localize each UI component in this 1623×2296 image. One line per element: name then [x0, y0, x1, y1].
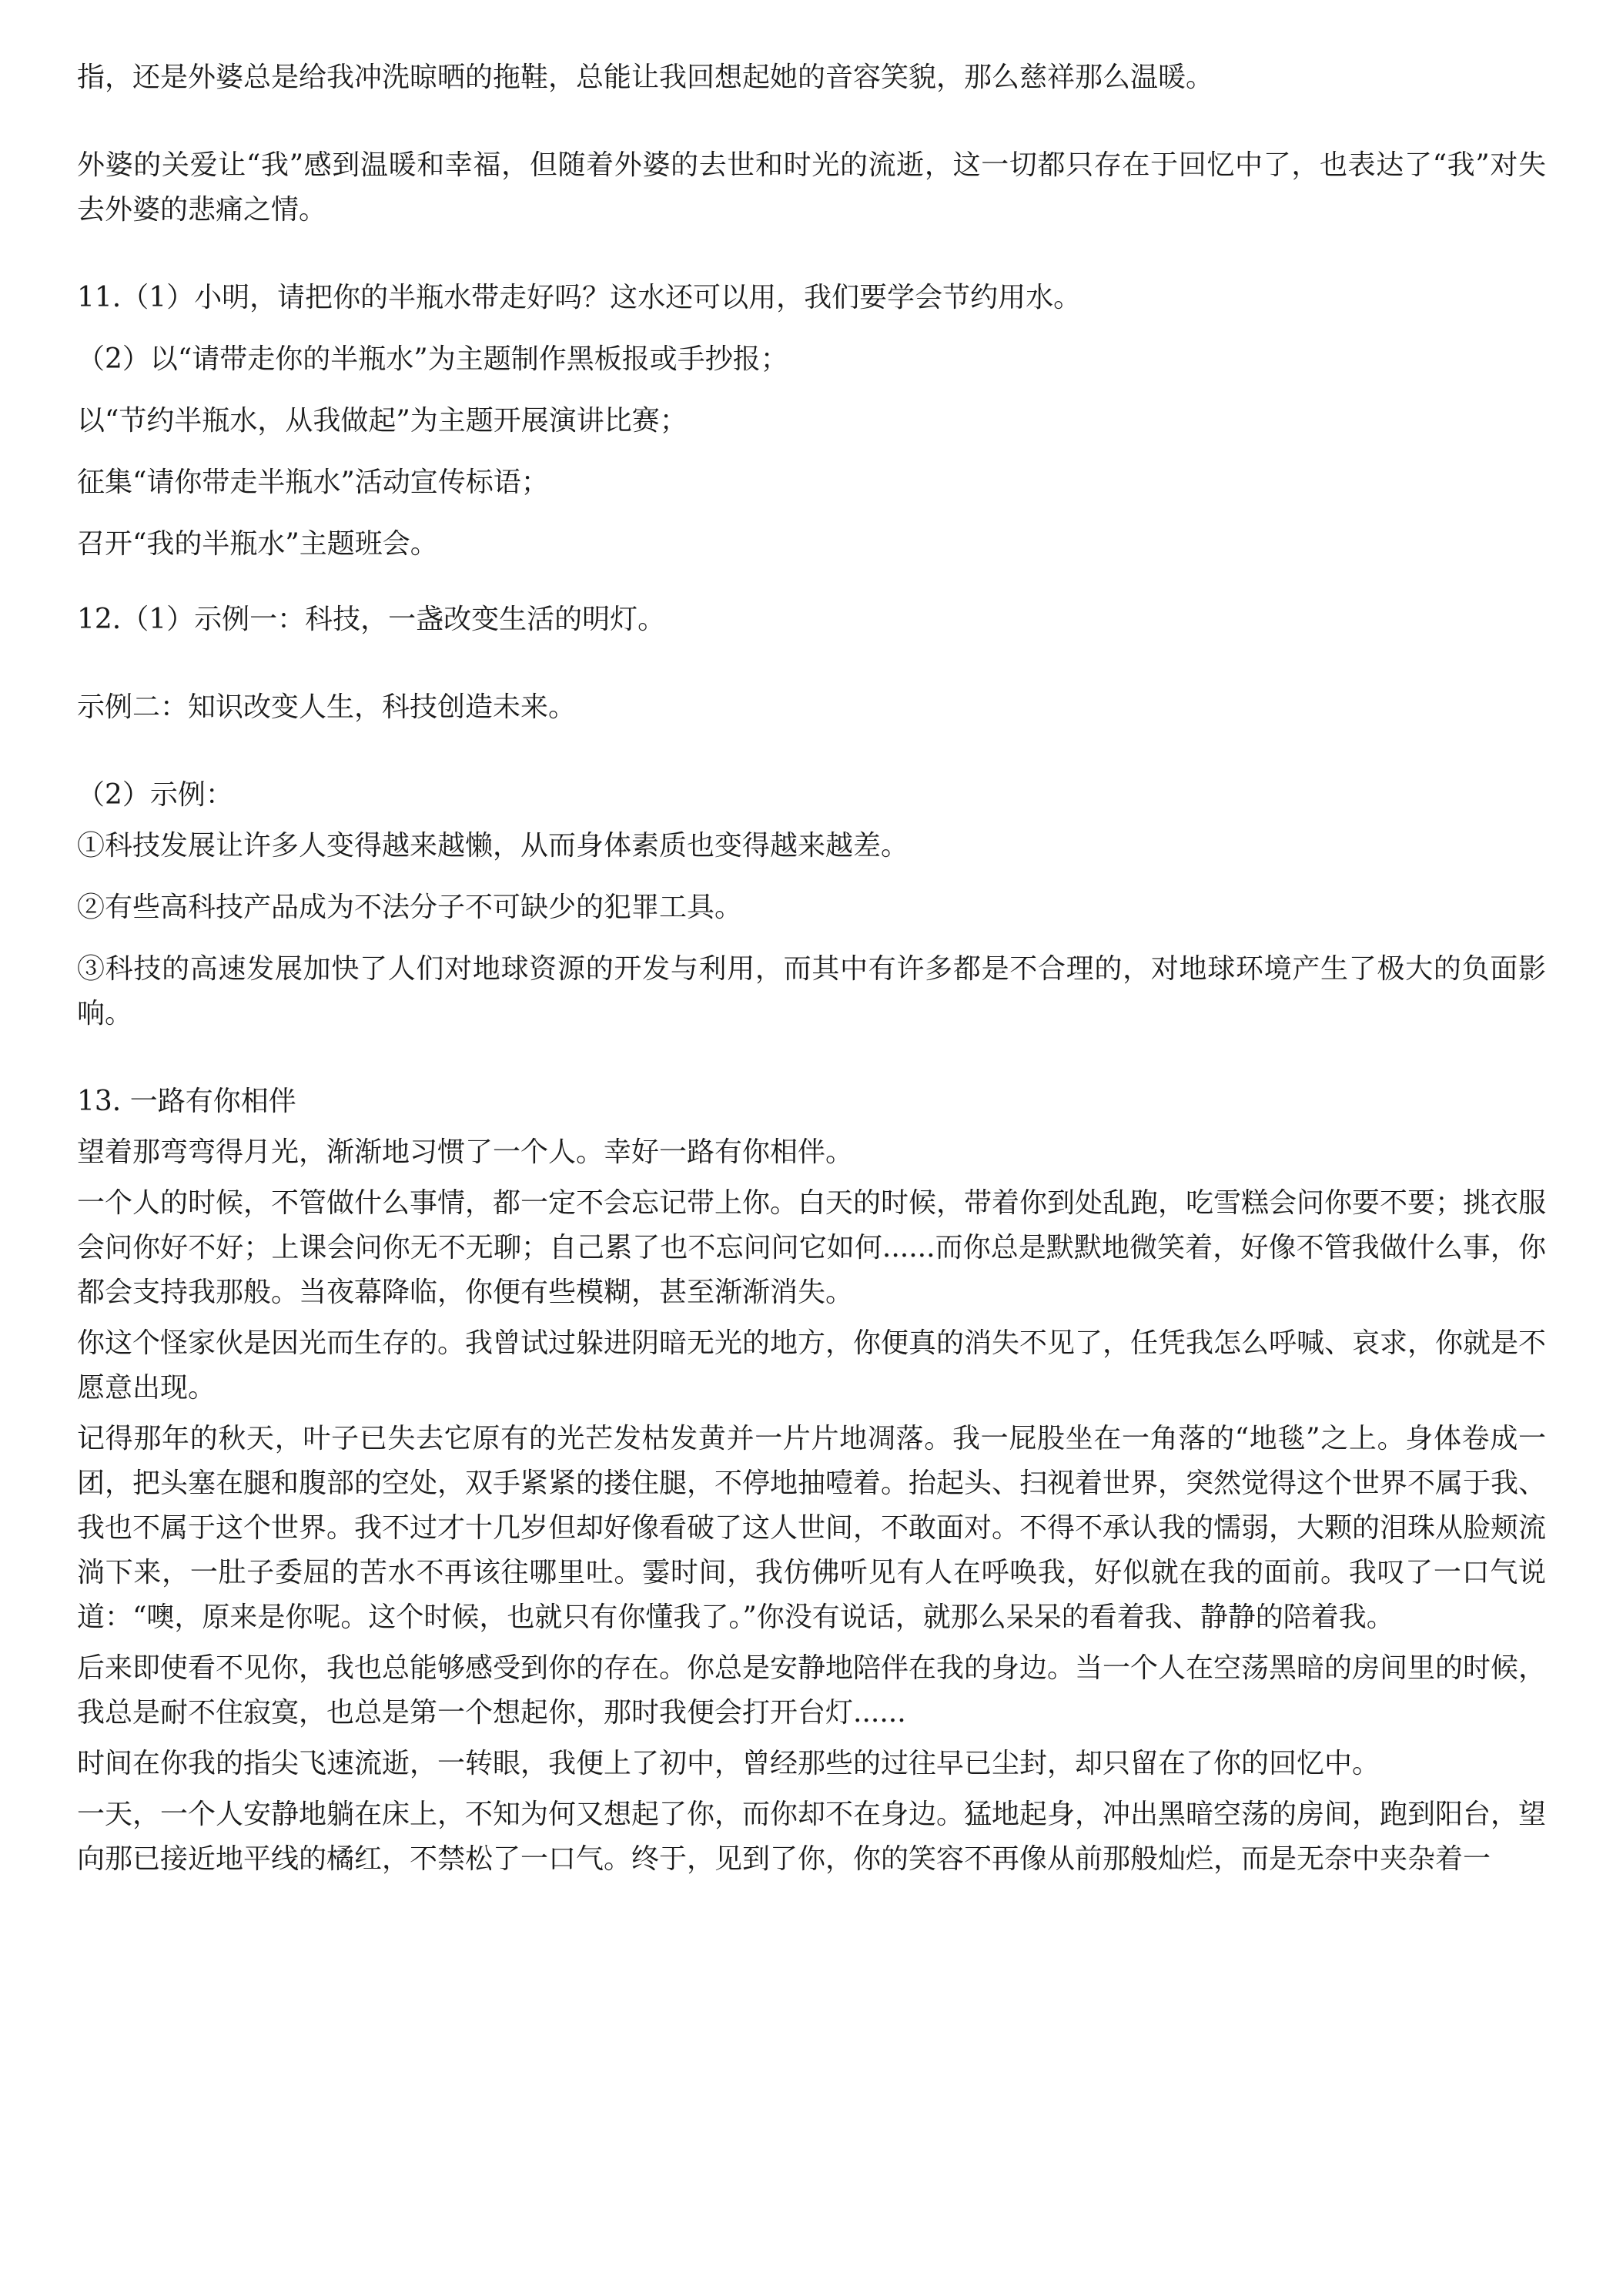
answer-12-example-2: 示例二：知识改变人生，科技创造未来。	[77, 691, 577, 723]
essay-paragraph: 后来即使看不见你，我也总能够感受到你的存在。你总是安静地陪伴在我的身边。当一个人在空荡黑暗的房间里的时候，我总是耐不住寂寞，也总是第一个想起你，那时我便会打开台灯......	[77, 1652, 1547, 1729]
essay-paragraph: 时间在你我的指尖飞速流逝，一转眼，我便上了初中，曾经那些的过往早已尘封，却只留在了你的回忆中。	[77, 1748, 1380, 1779]
answer-11-part-1: 11.（1）小明，请把你的半瓶水带走好吗？这水还可以用，我们要学会节约用水。	[77, 282, 1082, 313]
essay-title: 13. 一路有你相伴	[77, 1086, 296, 1117]
essay-paragraph: 你这个怪家伙是因光而生存的。我曾试过躲进阴暗无光的地方，你便真的消失不见了，任凭我怎么呼喊、哀求，你就是不愿意出现。	[77, 1327, 1547, 1404]
essay-paragraph: 记得那年的秋天，叶子已失去它原有的光芒发枯发黄并一片片地凋落。我一屁股坐在一角落的“地毯”之上。身体卷成一团，把头塞在腿和腹部的空处，双手紧紧的搂住腿，不停地抽噎着。抬起头、扫视着世界，突然觉得这个世界不属于我、我也不属于这个世界。我不过才十几岁但却好像看破了这人世间，不敢面对。不得不承认我的懦弱，大颗的泪珠从脸颊流淌下来，一肚子委屈的苦水不再该往哪里吐。霎时间，我仿佛听见有人在呼唤我，好似就在我的面前。我叹了一口气说道：“噢，原来是你呢。这个时候，也就只有你懂我了。”你没有说话，就那么呆呆的看着我、静静的陪着我。	[77, 1423, 1547, 1633]
essay-paragraph: 望着那弯弯得月光，渐渐地习惯了一个人。幸好一路有你相伴。	[77, 1136, 854, 1168]
answer-12-point-2: ②有些高科技产品成为不法分子不可缺少的犯罪工具。	[77, 892, 743, 923]
essay-paragraph: 一个人的时候，不管做什么事情，都一定不会忘记带上你。白天的时候，带着你到处乱跑，吃雪糕会问你要不要；挑衣服会问你好不好；上课会问你无不无聊；自己累了也不忘问问它如何......而你总是默默地微笑着，好像不管我做什么事，你都会支持我那般。当夜幕降临，你便有些模糊，甚至渐渐消失。	[77, 1187, 1547, 1308]
answer-11-item: 召开“我的半瓶水”主题班会。	[77, 528, 438, 560]
answer-11-item: 征集“请你带走半瓶水”活动宣传标语；	[77, 467, 549, 498]
essay-paragraph: 一天，一个人安静地躺在床上，不知为何又想起了你，而你却不在身边。猛地起身，冲出黑暗空荡的房间，跑到阳台，望向那已接近地平线的橘红，不禁松了一口气。终于，见到了你，你的笑容不再像从前那般灿烂，而是无奈中夹杂着一	[77, 1799, 1547, 1875]
answer-12-point-1: ①科技发展让许多人变得越来越懒，从而身体素质也变得越来越差。	[77, 830, 909, 862]
answer-12-point-3: ③科技的高速发展加快了人们对地球资源的开发与利用，而其中有许多都是不合理的，对地球环境产生了极大的负面影响。	[77, 953, 1546, 1029]
answer-11-part-2: （2）以“请带走你的半瓶水”为主题制作黑板报或手抄报；	[77, 343, 788, 375]
answer-11-item: 以“节约半瓶水，从我做起”为主题开展演讲比赛；	[77, 405, 688, 437]
paragraph-summary: 外婆的关爱让“我”感到温暖和幸福，但随着外婆的去世和时光的流逝，这一切都只存在于回忆中了，也表达了“我”对失去外婆的悲痛之情。	[77, 149, 1546, 226]
answer-12-part-2: （2）示例：	[77, 779, 233, 811]
answer-12-part-1: 12.（1）示例一：科技，一盏改变生活的明灯。	[77, 604, 666, 635]
paragraph-continuation: 指，还是外婆总是给我冲洗晾晒的拖鞋，总能让我回想起她的音容笑貌，那么慈祥那么温暖。	[77, 62, 1214, 93]
